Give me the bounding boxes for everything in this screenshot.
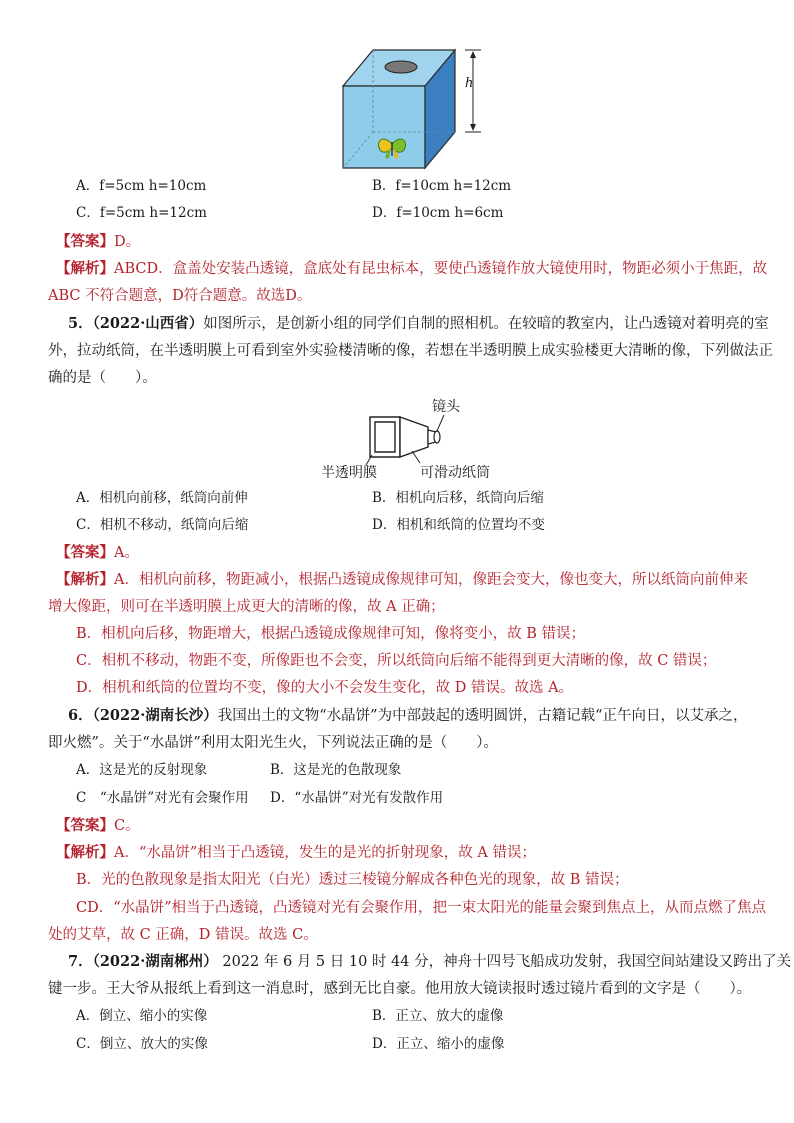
question-source: 6．（2022·湖南长沙） [68, 707, 218, 724]
q6-explain-4: 处的艾草，故 C 正确，D 错误。故选 C。 [48, 927, 318, 943]
q6-explain-1: 【解析】A．“水晶饼”相当于凸透镜，发生的是光的折射现象，故 A 错误； [56, 844, 536, 861]
q6-option-a[interactable]: A．这是光的反射现象 [76, 762, 208, 778]
tag-label: 【解析】 [56, 571, 114, 588]
q5-option-c[interactable]: C．相机不移动，纸筒向后缩 [76, 517, 249, 533]
q4-explain-2: ABC 不符合题意，D符合题意。故选D。 [48, 288, 312, 304]
q5-option-b[interactable]: B．相机向后移，纸筒向后缩 [372, 490, 544, 506]
tag-label: 【答案】 [56, 544, 114, 561]
q7-stem-2: 键一步。王大爷从报纸上看到这一消息时，感到无比自豪。他用放大镜读报时透过镜片看到的文字是（ ）。 [48, 981, 752, 997]
q6-option-b[interactable]: B．这是光的色散现象 [270, 762, 402, 778]
lens-label: 镜头 [432, 399, 460, 415]
q5-explain-1: 【解析】A．相机向前移，物距减小，根据凸透镜成像规律可知，像距会变大，像也变大，所以纸筒向前伸来 [56, 571, 748, 588]
q7-stem-1: 7．（2022·湖南郴州） 2022 年 6 月 5 日 10 时 44 分，神舟十四号飞船成功发射，我国空间站建设又跨出了关 [68, 953, 792, 970]
box-front [343, 86, 425, 168]
q5-stem-1: 5．（2022·山西省）如图所示，是创新小组的同学们自制的照相机。在较暗的教室内，让凸透镜对着明亮的室 [68, 315, 769, 332]
lens-hole [385, 61, 417, 73]
tag-label: 【答案】 [56, 233, 114, 250]
q6-explain-2: B．光的色散现象是指太阳光（白光）透过三棱镜分解成各种色光的现象，故 B 错误； [76, 872, 629, 888]
q5-stem-2: 外，拉动纸筒，在半透明膜上可看到室外实验楼清晰的像，若想在半透明膜上成实验楼更大清晰的像，下列做法正 [48, 343, 773, 359]
h-label: h [465, 76, 474, 91]
q5-explain-2: 增大像距，则可在半透明膜上成更大的清晰的像，故 A 正确； [48, 599, 445, 615]
q6-stem-1: 6．（2022·湖南长沙）我国出土的文物“水晶饼”为中部鼓起的透明圆饼，古籍记载“正午向日，以艾承之， [68, 707, 748, 724]
tube-label: 可滑动纸筒 [420, 465, 490, 481]
box-figure [335, 40, 495, 170]
q6-answer: 【答案】C。 [56, 817, 140, 834]
q4-explain-1: 【解析】ABCD．盒盖处安装凸透镜，盒底处有昆虫标本，要使凸透镜作放大镜使用时，物距必须小于焦距，故 [56, 260, 768, 277]
q6-option-d[interactable]: D．“水晶饼”对光有发散作用 [270, 790, 444, 806]
membrane-label: 半透明膜 [321, 465, 377, 481]
q5-explain-4: C．相机不移动，物距不变，所像距也不会变，所以纸筒向后缩不能得到更大清晰的像，故 C 错误； [76, 653, 717, 669]
camera-figure [360, 405, 480, 465]
q5-answer: 【答案】A。 [56, 544, 139, 561]
q6-explain-3: CD．“水晶饼”相当于凸透镜，凸透镜对光有会聚作用，把一束太阳光的能量会聚到焦点上，从而点燃了焦点 [76, 900, 767, 916]
tag-label: 【答案】 [56, 817, 114, 834]
q7-option-d[interactable]: D．正立、缩小的虚像 [372, 1036, 505, 1052]
q7-option-c[interactable]: C．倒立、放大的实像 [76, 1036, 208, 1052]
q6-option-c[interactable]: C “水晶饼”对光有会聚作用 [76, 790, 249, 806]
tag-label: 【解析】 [56, 260, 114, 277]
q4-option-d[interactable]: D．f=10cm h=6cm [372, 205, 504, 221]
tag-label: 【解析】 [56, 844, 114, 861]
q4-option-b[interactable]: B．f=10cm h=12cm [372, 178, 512, 194]
question-source: 5．（2022·山西省） [68, 315, 204, 332]
q5-option-a[interactable]: A．相机向前移，纸筒向前伸 [76, 490, 248, 506]
q7-option-b[interactable]: B．正立、放大的虚像 [372, 1008, 504, 1024]
q5-option-d[interactable]: D．相机和纸筒的位置均不变 [372, 517, 545, 533]
q4-option-a[interactable]: A．f=5cm h=10cm [76, 178, 207, 194]
q7-option-a[interactable]: A．倒立、缩小的实像 [76, 1008, 208, 1024]
q4-answer: 【答案】D。 [56, 233, 141, 250]
q6-stem-2: 即火燃”。关于“水晶饼”利用太阳光生火，下列说法正确的是（ ）。 [48, 735, 498, 751]
q5-explain-3: B．相机向后移，物距增大，根据凸透镜成像规律可知，像将变小，故 B 错误； [76, 626, 586, 642]
question-source: 7．（2022·湖南郴州） [68, 953, 218, 970]
q4-option-c[interactable]: C．f=5cm h=12cm [76, 205, 207, 221]
q5-stem-3: 确的是（ ）。 [48, 370, 157, 386]
q5-explain-5: D．相机和纸筒的位置均不变，像的大小不会发生变化，故 D 错误。故选 A。 [76, 680, 574, 696]
